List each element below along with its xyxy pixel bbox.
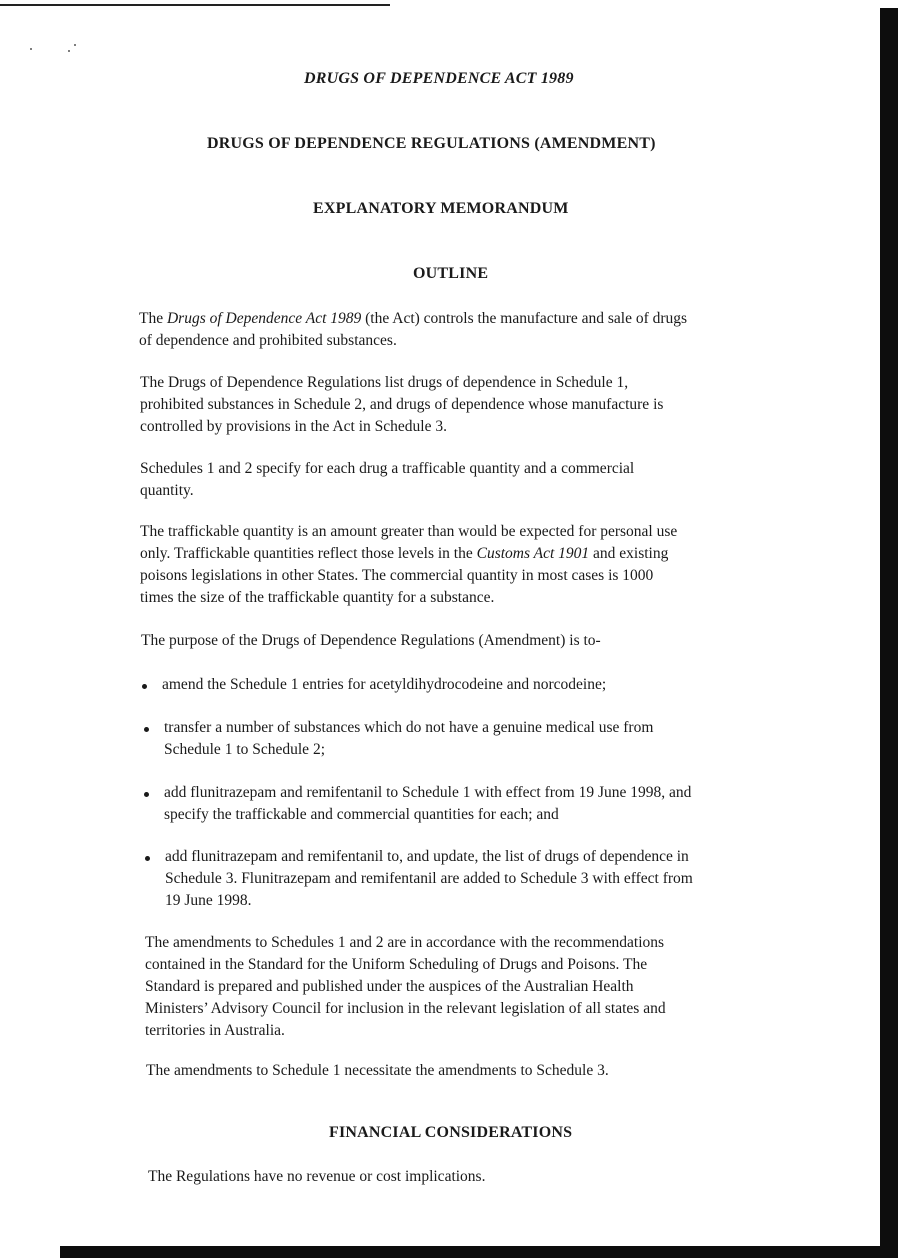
paragraph-quantities bbox=[140, 458, 634, 502]
paragraph-line: The Drugs of Dependence Act 1989 (the Act) controls the manufacture and sale of drugs bbox=[139, 310, 688, 327]
bullet-item bbox=[164, 782, 691, 826]
act-title: DRUGS OF DEPENDENCE ACT 1989 bbox=[304, 70, 574, 87]
paragraph-line: contained in the Standard for the Uniform Scheduling of Drugs and Poisons. The bbox=[145, 956, 648, 973]
scan-speck bbox=[68, 50, 70, 52]
bullet-line: Schedule 1 to Schedule 2; bbox=[164, 741, 325, 758]
paragraph-line: Schedules 1 and 2 specify for each drug a trafficable quantity and a commercial bbox=[140, 460, 635, 477]
bullet-icon bbox=[144, 727, 149, 732]
paragraph-line: prohibited substances in Schedule 2, and drugs of dependence whose manufacture is bbox=[140, 396, 664, 413]
bullet-line: add flunitrazepam and remifentanil to Schedule 1 with effect from 19 June 1998, and bbox=[164, 784, 692, 801]
bullet-line: add flunitrazepam and remifentanil to, and update, the list of drugs of dependence in bbox=[165, 848, 689, 865]
paragraph-line: Standard is prepared and published under the auspices of the Australian Health bbox=[145, 978, 634, 995]
scan-edge-right bbox=[880, 8, 898, 1258]
paragraph-line: poisons legislations in other States. The commercial quantity in most cases is 1000 bbox=[140, 567, 654, 584]
bullet-item bbox=[164, 717, 653, 761]
paragraph-line: The Regulations have no revenue or cost implications. bbox=[148, 1168, 486, 1185]
paragraph-purpose bbox=[141, 630, 601, 652]
financial-heading: FINANCIAL CONSIDERATIONS bbox=[329, 1124, 573, 1141]
paragraph-line: territories in Australia. bbox=[145, 1022, 285, 1039]
paragraph-line: The amendments to Schedules 1 and 2 are in accordance with the recommendations bbox=[145, 934, 665, 951]
bullet-line: specify the traffickable and commercial quantities for each; and bbox=[164, 806, 559, 823]
paragraph-line: controlled by provisions in the Act in Schedule 3. bbox=[140, 418, 447, 435]
paragraph-standard bbox=[145, 932, 666, 1042]
scan-edge-top bbox=[0, 4, 390, 6]
paragraph-line: of dependence and prohibited substances. bbox=[139, 332, 397, 349]
bullet-icon bbox=[145, 856, 150, 861]
outline-heading: OUTLINE bbox=[413, 265, 489, 282]
bullet-line: transfer a number of substances which do not have a genuine medical use from bbox=[164, 719, 654, 736]
bullet-line: 19 June 1998. bbox=[165, 892, 252, 909]
paragraph-traffickable bbox=[140, 521, 677, 609]
bullet-icon bbox=[142, 684, 147, 689]
paragraph-line: times the size of the traffickable quantity for a substance. bbox=[140, 589, 495, 606]
paragraph-line: only. Traffickable quantities reflect those levels in the Customs Act 1901 and existing bbox=[140, 545, 669, 562]
paragraph-schedules bbox=[140, 372, 663, 438]
scan-speck bbox=[30, 48, 32, 50]
paragraph-line: The amendments to Schedule 1 necessitate the amendments to Schedule 3. bbox=[146, 1062, 609, 1079]
paragraph-line: The Drugs of Dependence Regulations list drugs of dependence in Schedule 1, bbox=[140, 374, 629, 391]
scan-edge-bottom bbox=[60, 1246, 898, 1258]
paragraph-financial bbox=[148, 1166, 485, 1188]
scan-speck bbox=[74, 44, 76, 46]
paragraph-line: The purpose of the Drugs of Dependence Regulations (Amendment) is to- bbox=[141, 632, 601, 649]
paragraph-line: quantity. bbox=[140, 482, 194, 499]
bullet-item bbox=[165, 846, 693, 912]
memorandum-title: EXPLANATORY MEMORANDUM bbox=[313, 200, 569, 217]
paragraph-line: Ministers’ Advisory Council for inclusion in the relevant legislation of all states and bbox=[145, 1000, 666, 1017]
bullet-icon bbox=[144, 792, 149, 797]
paragraph-line: The traffickable quantity is an amount greater than would be expected for personal use bbox=[140, 523, 678, 540]
paragraph-act-overview bbox=[139, 308, 687, 352]
paragraph-schedule3 bbox=[146, 1060, 609, 1082]
bullet-line: Schedule 3. Flunitrazepam and remifentanil are added to Schedule 3 with effect from bbox=[165, 870, 693, 887]
regulations-title: DRUGS OF DEPENDENCE REGULATIONS (AMENDMENT) bbox=[207, 135, 656, 152]
bullet-item bbox=[162, 674, 606, 696]
bullet-line: amend the Schedule 1 entries for acetyldihydrocodeine and norcodeine; bbox=[162, 676, 607, 693]
